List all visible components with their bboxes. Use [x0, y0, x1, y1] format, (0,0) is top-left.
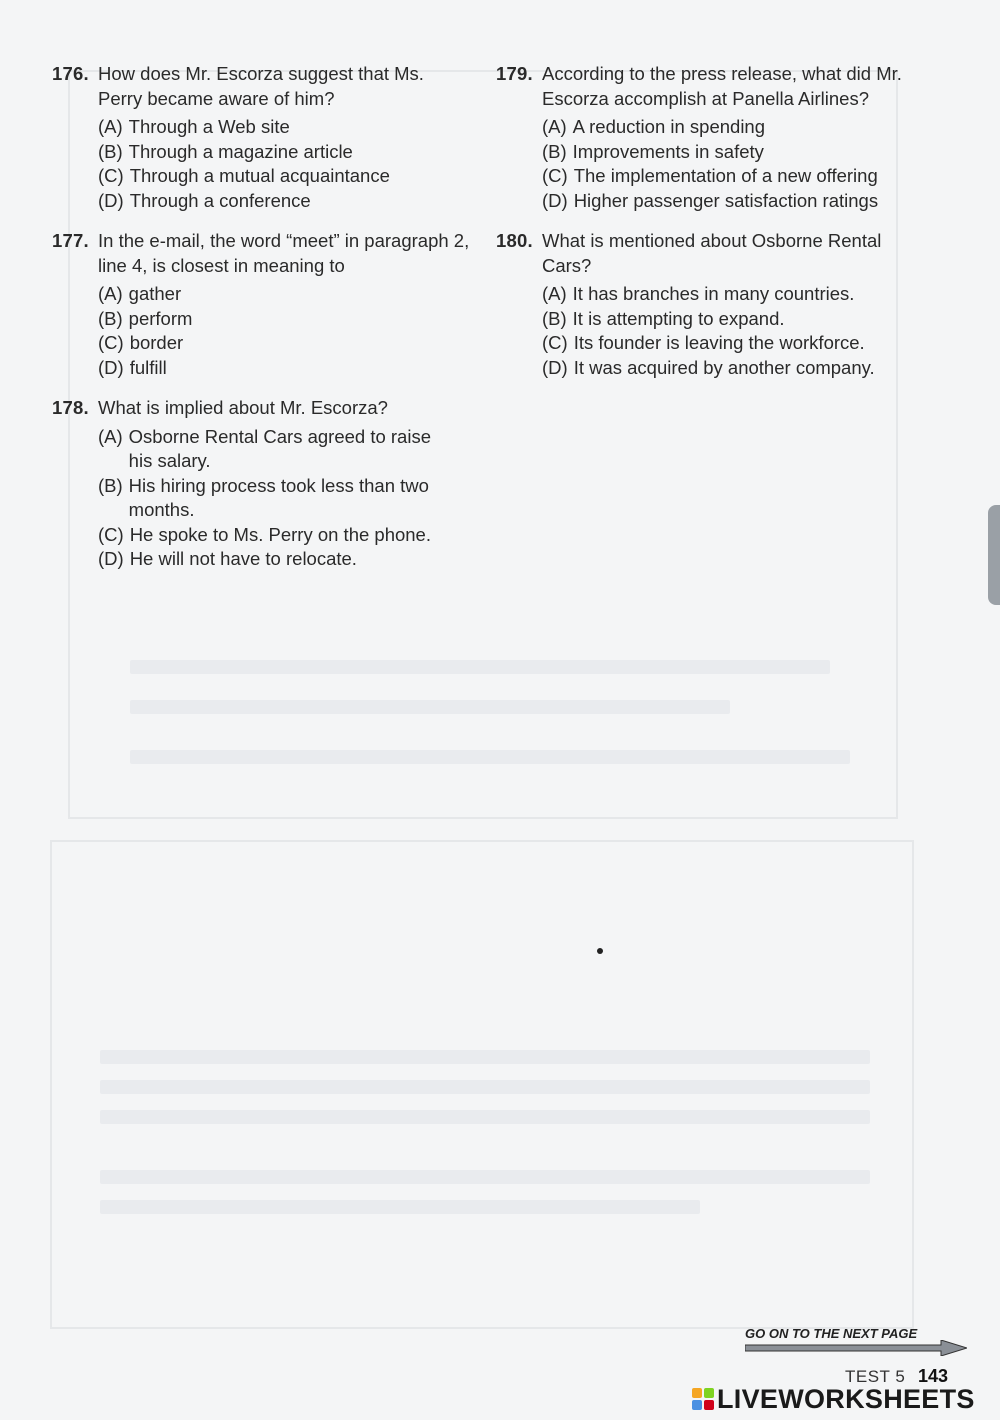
option-text: The implementation of a new offering — [573, 165, 878, 186]
question-number: 178. — [52, 397, 89, 418]
question-text: According to the press release, what did Mr. Escorza accomplish at Panella Airlines? — [542, 63, 902, 109]
option-text: Through a mutual acquaintance — [129, 165, 390, 186]
question-number: 176. — [52, 63, 89, 84]
option-letter: (C) — [542, 332, 568, 353]
option-text: Higher passenger satisfaction ratings — [573, 189, 879, 211]
right-arrow-icon — [745, 1340, 967, 1356]
answer-option-b[interactable] — [542, 140, 916, 165]
option-text: He will not have to relocate. — [129, 548, 357, 569]
question-number: 177. — [52, 230, 89, 251]
page-number: 143 — [918, 1366, 949, 1386]
question-177 — [52, 229, 472, 380]
answer-option-c[interactable] — [98, 331, 472, 356]
option-text: Osborne Rental Cars agreed to raise his salary. — [128, 425, 431, 471]
option-letter: (B) — [542, 140, 567, 162]
option-text: fulfill — [129, 356, 167, 378]
option-text: Its founder is leaving the workforce. — [573, 332, 865, 353]
answer-options — [98, 115, 472, 213]
reverse-side-bleed-line — [100, 1110, 870, 1124]
go-on-next-page-label: GO ON TO THE NEXT PAGE — [745, 1326, 918, 1341]
option-letter: (A) — [542, 116, 567, 137]
answer-option-c[interactable] — [542, 331, 916, 356]
question-text: In the e-mail, the word “meet” in paragraph 2, line 4, is closest in meaning to — [98, 230, 470, 276]
answer-option-b[interactable] — [98, 307, 472, 332]
option-letter: (C) — [98, 165, 124, 186]
answer-option-d[interactable] — [98, 547, 472, 572]
answer-option-c[interactable] — [542, 164, 916, 189]
option-text: Through a conference — [129, 189, 311, 211]
option-letter: (D) — [542, 189, 568, 211]
answer-option-c[interactable] — [98, 164, 472, 189]
answer-options — [542, 282, 916, 380]
option-letter: (A) — [98, 425, 123, 447]
answer-option-a[interactable] — [98, 115, 472, 140]
question-180 — [496, 229, 916, 380]
option-text: His hiring process took less than two months. — [128, 474, 429, 520]
reverse-side-bleed-line — [100, 1080, 870, 1094]
question-176 — [52, 62, 472, 213]
answer-option-b[interactable] — [98, 474, 472, 523]
reverse-side-bleed-line — [100, 1050, 870, 1064]
answer-options — [98, 282, 472, 380]
option-text: perform — [128, 307, 193, 329]
option-letter: (B) — [98, 307, 123, 329]
answer-option-c[interactable] — [98, 523, 472, 548]
option-text: Improvements in safety — [572, 140, 764, 162]
answer-options — [542, 115, 916, 213]
option-letter: (D) — [542, 356, 568, 378]
reverse-side-bleed-line — [130, 660, 830, 674]
option-text: A reduction in spending — [572, 116, 766, 137]
option-text: It is attempting to expand. — [572, 307, 785, 329]
print-speck — [597, 948, 603, 954]
answer-option-d[interactable] — [98, 189, 472, 214]
reverse-side-bleed-line — [130, 750, 850, 764]
question-178 — [52, 396, 472, 572]
question-text: How does Mr. Escorza suggest that Ms. Perry became aware of him? — [98, 63, 424, 109]
question-text: What is implied about Mr. Escorza? — [98, 397, 388, 418]
answer-option-a[interactable] — [98, 282, 472, 307]
liveworksheets-logo-text: LIVEWORKSHEETS — [717, 1383, 975, 1414]
test-label: TEST 5 — [845, 1367, 906, 1386]
section-tab-marker — [988, 505, 1000, 605]
left-question-column — [52, 62, 472, 588]
reverse-side-bleed-line — [100, 1200, 700, 1214]
option-letter: (D) — [98, 189, 124, 211]
question-number: 179. — [496, 63, 533, 84]
liveworksheets-watermark — [692, 1384, 975, 1414]
answer-option-a[interactable] — [542, 115, 916, 140]
option-text: It has branches in many countries. — [572, 283, 855, 304]
option-text: He spoke to Ms. Perry on the phone. — [129, 523, 431, 545]
option-text: Through a magazine article — [128, 140, 353, 162]
option-text: Through a Web site — [128, 116, 290, 137]
option-letter: (B) — [98, 474, 123, 496]
liveworksheets-logo-icon — [692, 1388, 714, 1410]
option-letter: (A) — [98, 283, 123, 304]
answer-options — [98, 425, 472, 572]
answer-option-d[interactable] — [542, 356, 916, 381]
option-letter: (C) — [542, 165, 568, 186]
answer-option-a[interactable] — [98, 425, 472, 474]
question-179 — [496, 62, 916, 213]
question-text: What is mentioned about Osborne Rental Cars? — [542, 230, 882, 276]
reverse-side-bleed-line — [130, 700, 730, 714]
option-letter: (D) — [98, 548, 124, 569]
option-letter: (A) — [542, 283, 567, 304]
answer-option-d[interactable] — [98, 356, 472, 381]
option-text: border — [129, 332, 184, 353]
option-letter: (D) — [98, 356, 124, 378]
option-text: It was acquired by another company. — [573, 356, 875, 378]
option-letter: (A) — [98, 116, 123, 137]
answer-option-d[interactable] — [542, 189, 916, 214]
reverse-side-bleed-line — [100, 1170, 870, 1184]
answer-option-b[interactable] — [98, 140, 472, 165]
option-letter: (B) — [98, 140, 123, 162]
question-number: 180. — [496, 230, 533, 251]
option-letter: (B) — [542, 307, 567, 329]
answer-option-a[interactable] — [542, 282, 916, 307]
answer-option-b[interactable] — [542, 307, 916, 332]
option-text: gather — [128, 283, 182, 304]
option-letter: (C) — [98, 332, 124, 353]
right-question-column — [496, 62, 916, 396]
option-letter: (C) — [98, 523, 124, 545]
